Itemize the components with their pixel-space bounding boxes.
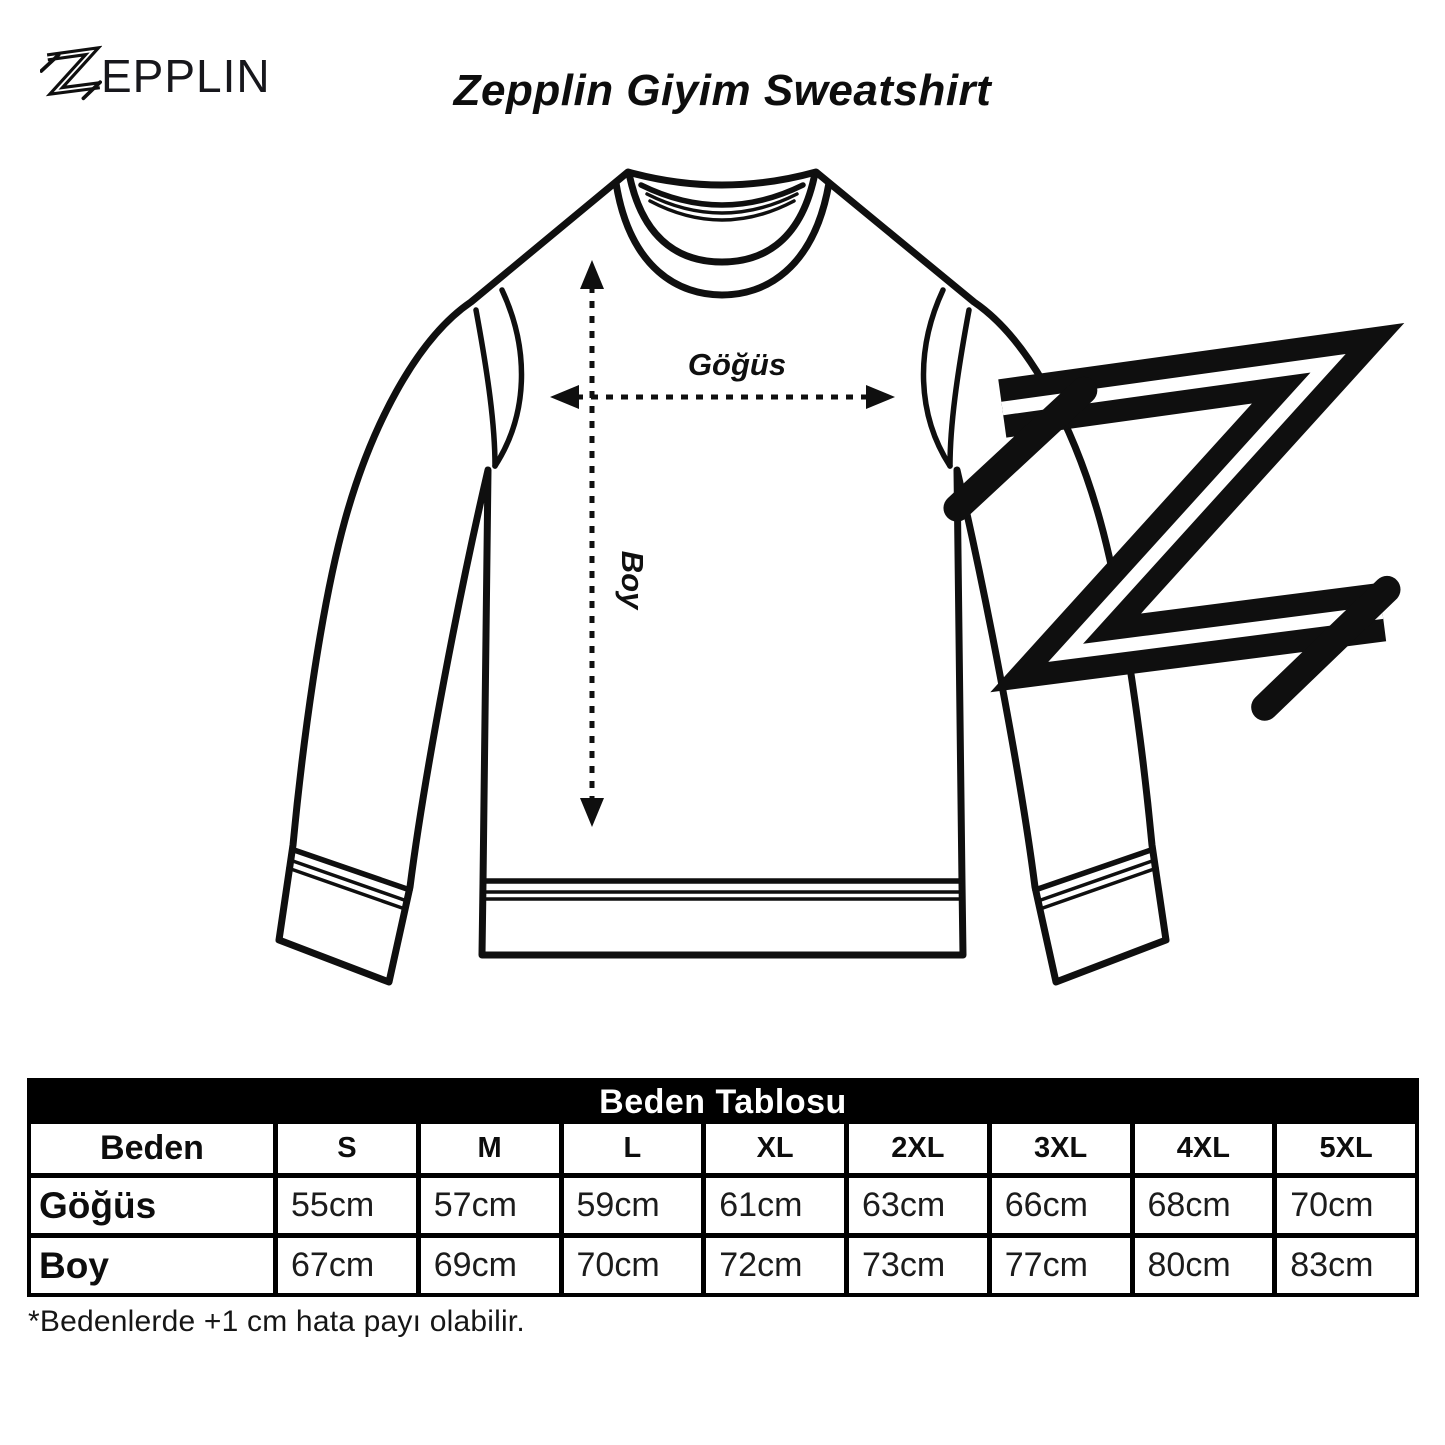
boy-xl: 72cm — [706, 1238, 844, 1293]
col-header-5xl: 5XL — [1277, 1124, 1415, 1173]
col-header-xl: XL — [706, 1124, 844, 1173]
gogus-3xl: 66cm — [992, 1178, 1130, 1233]
boy-5xl: 83cm — [1277, 1238, 1415, 1293]
gogus-s: 55cm — [278, 1178, 416, 1233]
row-label-gogus: Göğüs — [31, 1178, 273, 1233]
length-label: Boy — [615, 550, 650, 610]
tolerance-footnote: *Bedenlerde +1 cm hata payı olabilir. — [28, 1305, 525, 1338]
boy-3xl: 77cm — [992, 1238, 1130, 1293]
gogus-2xl: 63cm — [849, 1178, 987, 1233]
gogus-m: 57cm — [421, 1178, 559, 1233]
col-header-l: L — [564, 1124, 702, 1173]
page-title-regular: Zepplin Giyim — [453, 66, 752, 115]
boy-2xl: 73cm — [849, 1238, 987, 1293]
col-header-s: S — [278, 1124, 416, 1173]
gogus-l: 59cm — [564, 1178, 702, 1233]
col-header-4xl: 4XL — [1135, 1124, 1273, 1173]
gogus-4xl: 68cm — [1135, 1178, 1273, 1233]
boy-s: 67cm — [278, 1238, 416, 1293]
col-header-2xl: 2XL — [849, 1124, 987, 1173]
size-table — [27, 1078, 1419, 1297]
page-title-bold: Sweatshirt — [763, 66, 992, 115]
brand-logo-text: EPPLIN — [101, 50, 271, 102]
col-header-3xl: 3XL — [992, 1124, 1130, 1173]
chest-label: Göğüs — [687, 347, 787, 382]
size-table-grid — [31, 1124, 1415, 1293]
col-header-m: M — [421, 1124, 559, 1173]
page-title — [0, 66, 1445, 116]
col-header-beden: Beden — [31, 1124, 273, 1173]
boy-l: 70cm — [564, 1238, 702, 1293]
gogus-xl: 61cm — [706, 1178, 844, 1233]
gogus-5xl: 70cm — [1277, 1178, 1415, 1233]
sweatshirt-diagram — [0, 150, 1445, 1055]
size-table-title: Beden Tablosu — [599, 1083, 847, 1121]
row-label-boy: Boy — [31, 1238, 273, 1293]
boy-m: 69cm — [421, 1238, 559, 1293]
boy-4xl: 80cm — [1135, 1238, 1273, 1293]
